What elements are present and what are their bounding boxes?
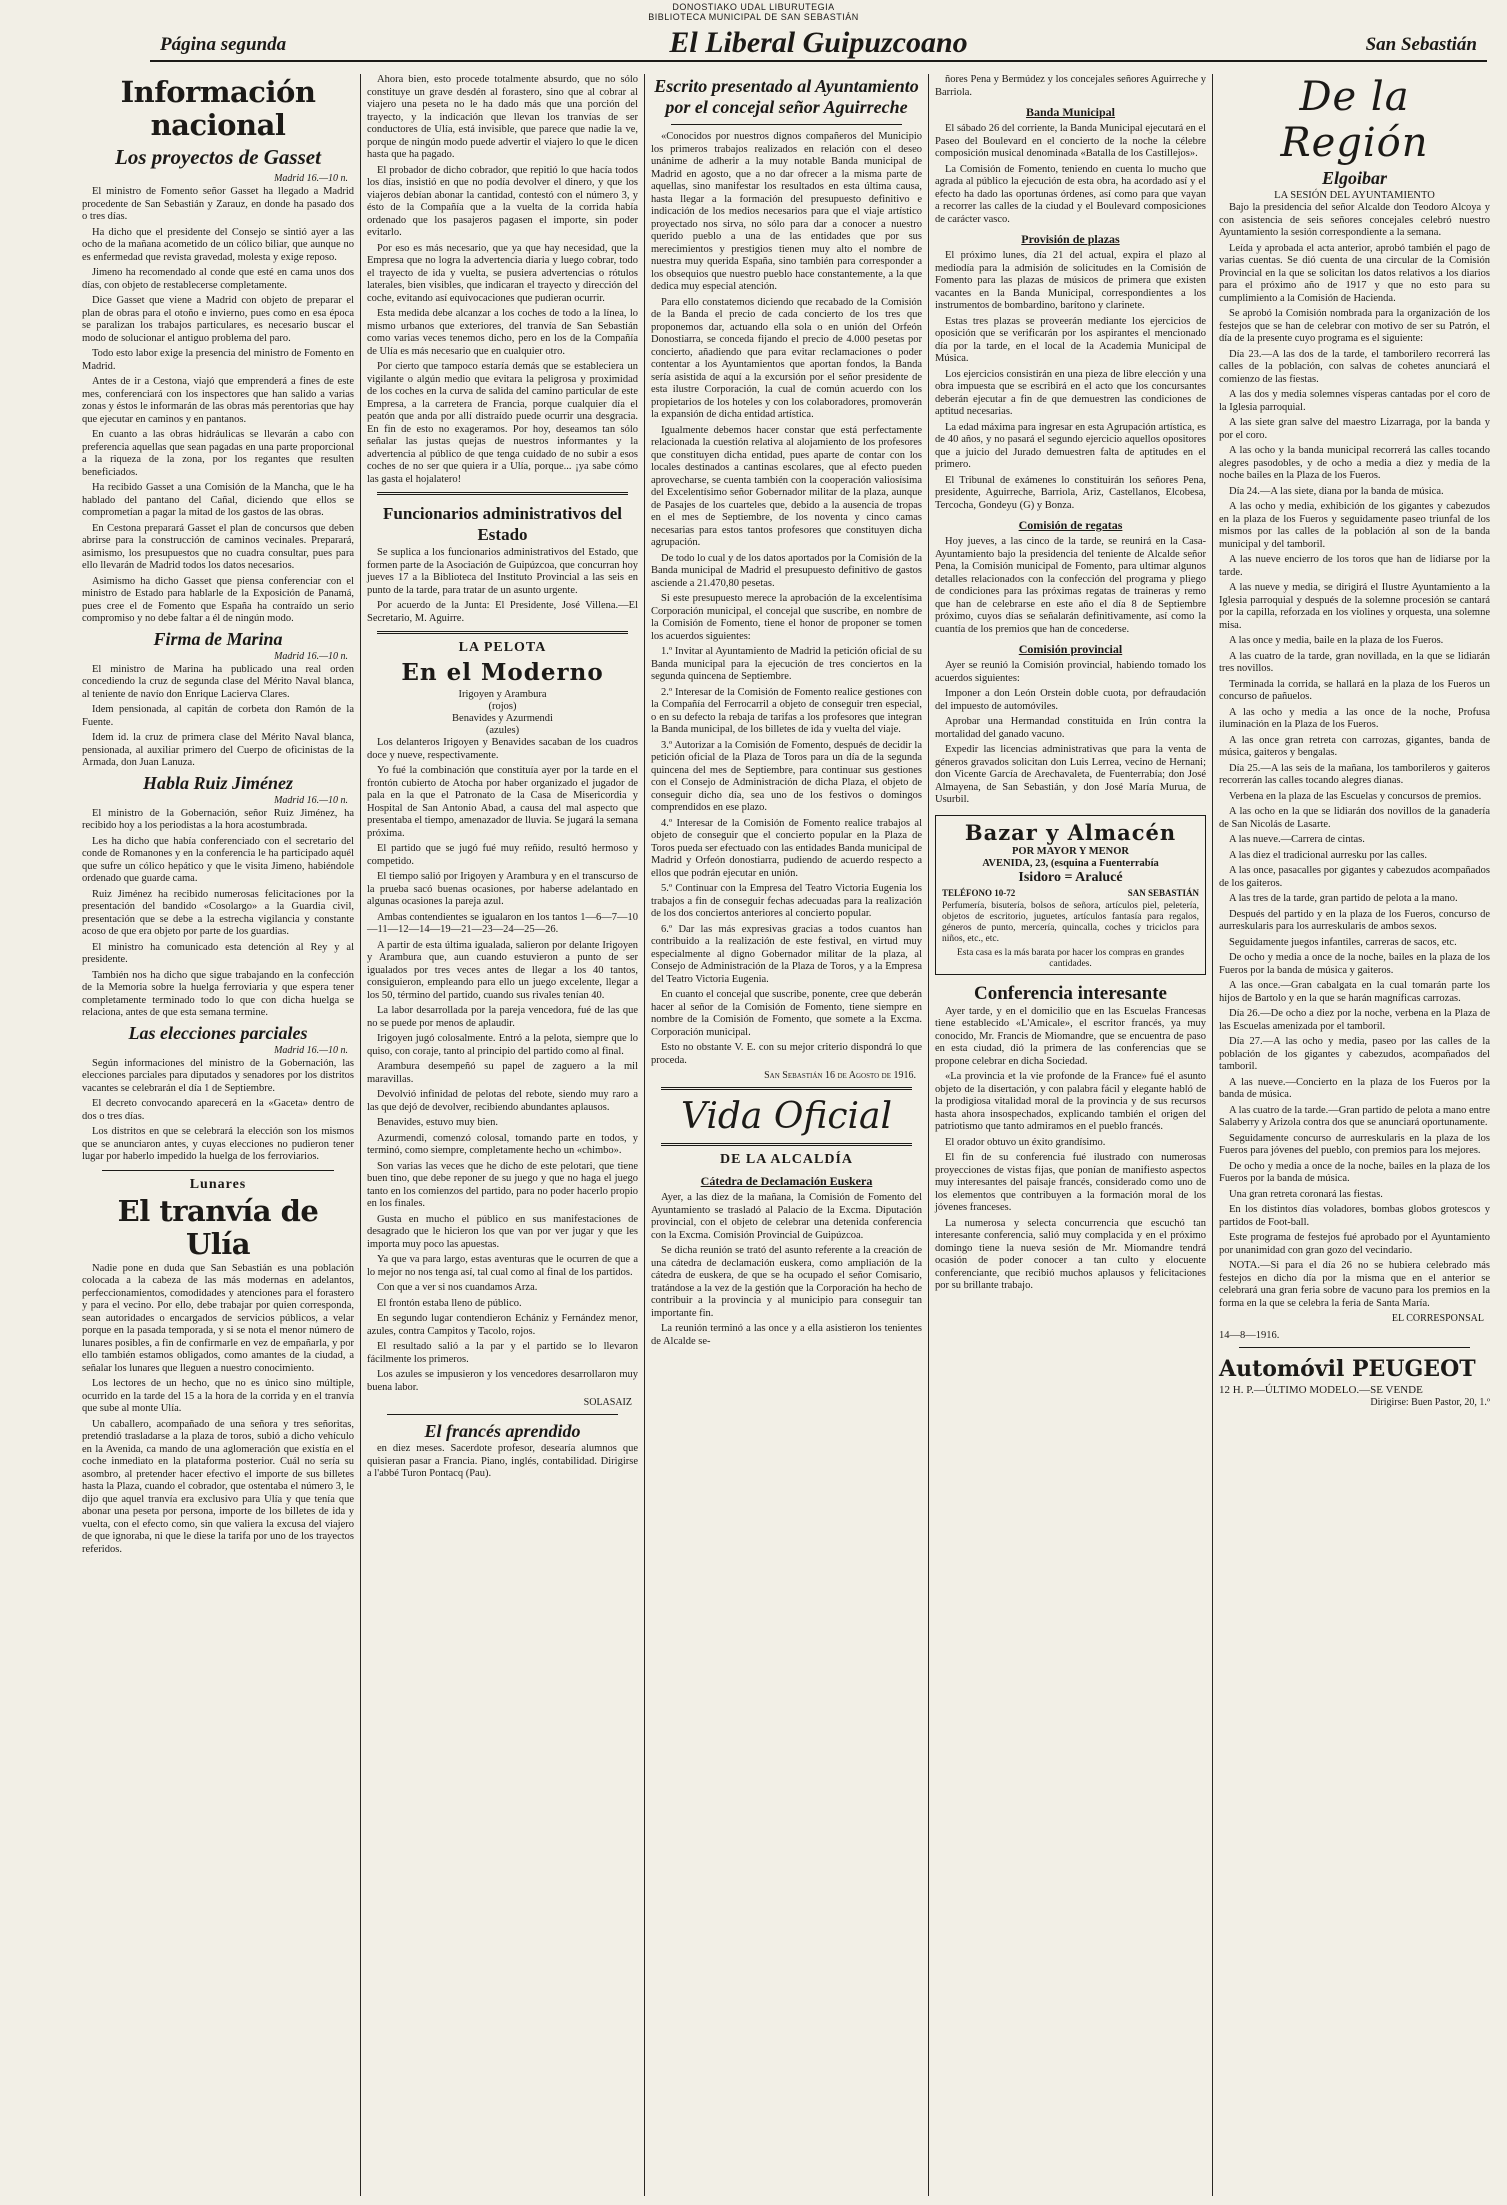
ad-title: Automóvil PEUGEOT [1219,1356,1476,1382]
paragraph: A las nueve y media, se dirigirá el Ilustre Ayuntamiento a la Iglesia parroquial y después de la solemne procesión se cantará por la capilla, reforzada en los violines y orquesta, una solemne misa. [1219,582,1490,631]
paragraph: En Cestona preparará Gasset el plan de concursos que deben abrirse para la construcción de caminos vecinales. Preparará, asimismo, los presupuestos que no cuadra consultar, pues para ello llevarán de Madrid todos los datos necesarios. [82,522,354,571]
article-body [82,1263,354,1557]
paragraph: 4.º Interesar de la Comisión de Fomento realice trabajos al objeto de conseguir que el concierto popular en la Plaza de Toros pueda ser efectuado con las entidades Banda municipal de Madrid y Orfeón donostiarra, pudiendo de acuerdo respecto a ellos que podrán ejecutar en unión. [651,817,922,879]
paragraph: Un caballero, acompañado de una señora y tres señoritas, pretendió trasladarse a la plaza de toros, subió a dicho vehículo en la Avenida, ca mando de una aglomeración que existía en el coche inmediato en la plataforma posterior. Cuál no sería su asombro, al pretender hacer efectivo el importe de sus billetes hasta la Plaza, cuando el cobrador, que ostentaba el número 3, le dijo que aquel tranvía era exclusivo para Ulía y que tenía que abonar una peseta por persona, importe de los billetes de ida y vuelta, con el efecto como, sin que valiera la excusa del viajero de que ignoraba, ni que le diese la tarifa por uno de los trayectos referidos. [82,1418,354,1555]
paragraph: en diez meses. Sacerdote profesor, desearía alumnos que quisieran pasar a Francia. Piano, inglés, contabilidad. Dirigirse a l'abbé Turon Pontacq (Pau). [367,1443,638,1479]
signature: SOLASAIZ [583,1397,632,1408]
paragraph: El ministro ha comunicado esta detención al Rey y al presidente. [82,941,354,965]
paragraph: Por acuerdo de la Junta: El Presidente, José Villena.—El Secretario, M. Aguirre. [367,600,638,624]
divider [377,631,628,634]
dateline: Madrid 16.—10 n. [274,1044,348,1056]
paragraph: A las siete gran salve del maestro Lizarraga, por la banda y por el coro. [1219,417,1490,441]
divider [661,1087,912,1090]
ad-address: AVENIDA, 23, (esquina a Fuenterrabía [982,857,1159,869]
section-label: LA PELOTA [458,640,547,655]
article-title: Cátedra de Declamación Euskera [700,1174,873,1188]
article-body [82,808,354,1020]
city-name: San Sebastián [1365,34,1477,55]
article-kicker: Lunares [189,1176,247,1192]
paragraph: Por eso es más necesario, que ya que hay necesidad, que la Empresa que no logra la advertencia diaria y luego cobrar, todo el trayecto de ida y vuelta, se pusiera advertencias o rótulos laterales, bien visibles, que indicaran el trayecto y dirección del coche, evitando así equivocaciones que pudieran ocurrir. [367,242,638,304]
article-body [935,74,1206,99]
paragraph: A las ocho y la banda municipal recorrerá las calles tocando alegres pasodobles, y de ocho a media a diez y media de la noche bailes en la Plaza de los Fueros. [1219,445,1490,481]
article-title: Provisión de plazas [1021,232,1120,246]
paragraph: El sábado 26 del corriente, la Banda Municipal ejecutará en el Paseo del Boulevard en el concierto de la noche la célebre composición musical denominada «Batalla de los Castillejos». [935,123,1206,159]
paragraph: Según informaciones del ministro de la Gobernación, las elecciones parciales para diputados y senadores por los distritos vacantes se celebrarán el día 1 de Septiembre. [82,1057,354,1094]
paragraph: Nadie pone en duda que San Sebastián es una población colocada a la cabeza de las más modernas en adelantos, perfeccionamientos, comodidades y atenciones para el forastero y para el vecino. Por ello, debe trabajar por quien corresponda, sean autoridades o encargados de servicios públicos, a velar porque en la pasada temporada, y si se nota el menor número de lunares posibles, a fin de confirmarle en vez de empañarla, y por ello también estamos obligados, como amantes de la ciudad, a señalar los lunares que lleguen a nuestro conocimiento. [82,1262,354,1374]
team-line: (azules) [485,725,520,736]
column-5 [1212,74,1496,2196]
paragraph: «La provincia et la vie profonde de la France» fué el asunto objeto de la disertación, y con palabra fácil y elegante habló de la prodigiosa vitalidad moral de la provincia y de sus recursos hasta ahora insospechados, explicando también el origen del patriotismo que tanto admiramos en el pueblo francés. [935,1071,1206,1132]
paragraph: Ambas contendientes se igualaron en los tantos 1—6—7—10—11—12—14—19—21—23—24—25—26. [367,911,638,935]
paragraph: Idem pensionada, al capitán de corbeta don Ramón de la Fuente. [82,704,354,728]
article-title: El francés aprendido [424,1421,581,1441]
paragraph: A las cuatro de la tarde, gran novillada, en la que se lidiarán tres novillos. [1219,650,1490,674]
ad-city: SAN SEBASTIÁN [1127,887,1199,898]
paragraph: El ministro de Marina ha publicado una real orden concediendo la cruz de segunda clase del Mérito Naval blanca, al teniente de navío don Enrique Lacierva Clares. [82,663,354,700]
paragraph: Benavides, estuvo muy bien. [377,1117,499,1128]
paragraph: De ocho y media a once de la noche, bailes en la plaza de los Fueros por la banda de música y gaiteros. [1219,952,1490,976]
paragraph: Terminada la corrida, se hallará en la plaza de los Fueros un concurso de pañuelos. [1219,678,1490,702]
paragraph: Dice Gasset que viene a Madrid con objeto de preparar el plan de obras para el otoño e invierno, pues como en esa época se paralizan los trabajos particulares, es necesario buscar el modo de solucionar el antiguo problema del paro. [82,295,354,344]
paragraph: La reunión terminó a las once y a ella asistieron los tenientes de Alcalde se- [651,1323,922,1347]
team-lines [367,689,638,736]
paragraph: 1.º Invitar al Ayuntamiento de Madrid la petición oficial de su Banda municipal para la ejecución de tres conciertos en la segunda quincena de Septiembre. [651,646,922,682]
article-body [367,1443,638,1481]
paragraph: El ministro de Fomento señor Gasset ha llegado a Madrid procedente de San Sebastián y Zarauz, en donde ha pasado dos o tres días. [82,186,354,222]
article-body [935,1006,1206,1293]
paragraph: El fin de su conferencia fué ilustrado con numerosas proyecciones de vistas fijas, que ponían de manifiesto aspectos muy interesantes del paisaje francés, considerado como uno de los elementos que contribuyen a la formación moral de los jóvenes franceses. [935,1152,1206,1213]
column-1 [76,74,360,2196]
paragraph: A las ocho y media a las once de la noche, Profusa iluminación en la Plaza de los Fueros. [1219,706,1490,730]
dateline: Madrid 16.—10 n. [274,794,348,806]
section-title: Vida Oficial [680,1096,892,1137]
article-body [651,131,922,1067]
section-title: Información nacional [120,75,316,142]
paragraph: Ha dicho que el presidente del Consejo se sintió ayer a las ocho de la mañana acometido de un cólico biliar, que aunque no es enfermedad que revista gravedad, molesta y exige reposo. [82,226,354,263]
paragraph: Idem id. la cruz de primera clase del Mérito Naval blanca, pensionada, al auxiliar primero del Cuerpo de oficinistas de la Armada, don Juan Lanuza. [82,732,354,768]
article-title: En el Moderno [401,659,604,686]
article-body [935,250,1206,512]
paragraph: Día 23.—A las dos de la tarde, el tamborilero recorrerá las calles de la población, con salvas de cohetes anunciará el comienzo de las fiestas. [1219,348,1490,385]
paragraph: Aprobar una Hermandad constituida en Irún contra la mortalidad del ganado vacuno. [935,716,1206,740]
paragraph: La edad máxima para ingresar en esta Agrupación artística, es de 40 años, y no pasará el segundo ejercicio aquellos opositores que a juicio del Jurado demuestren falta de aptitudes en el primero. [935,421,1206,470]
divider [1239,1347,1470,1348]
article-title: Funcionarios administrativos del Estado [383,504,622,544]
paragraph: Asimismo ha dicho Gasset que piensa conferenciar con el ministro de Estado para hablarle de la Exposición de Panamá, pues cree el de Fomento que España ha contraído un serio compromiso y no debe faltar a él de ningún modo. [82,575,354,624]
divider [671,124,902,125]
article-title: Comisión de regatas [1018,518,1123,532]
signature: San Sebastián 16 de Agosto de 1916. [764,1070,916,1081]
festival-program [1219,349,1490,1311]
divider [377,492,628,495]
article-title: Firma de Marina [153,628,283,649]
team-line: (rojos) [488,701,517,712]
paragraph: Ayer, a las diez de la mañana, la Comisión de Fomento del Ayuntamiento se trasladó al Palacio de la Excma. Diputación provincial, con el objeto de celebrar una detenida conferencia con la Excma. Comisión Provincial de Guipúzcoa. [651,1192,922,1241]
ad-note: Esta casa es la más barata por hacer los compras en grandes cantidades. [956,947,1185,969]
paragraph: 6.º Dar las más expresivas gracias a todos cuantos han contribuido a la realización de este festival, en virtud muy especialmente al digno Gobernador militar de la plaza, al Consejo de Administración de la Plaza de Toros, y a la Empresa del Teatro Victoria Eugenia. [651,923,922,985]
paragraph: El partido que se jugó fué muy reñido, resultó hermoso y competido. [367,843,638,867]
paragraph: La numerosa y selecta concurrencia que escuchó tan interesante conferencia, salió muy complacida y en el próximo domingo tiene la nueva sesión de Mr. Miomandre tendrá ocasión de poder conocer a tan culto y elocuente conferenciante, que recibió muchos aplausos y felicitaciones por su brillante trabajo. [935,1217,1206,1291]
paragraph: En cuanto el concejal que suscribe, ponente, cree que deberán hacer al señor de la Comisión de Fomento, tiene siempre en nombre de la Comisión de Fomento, que somete a la Excma. Corporación municipal. [651,989,922,1038]
column-3 [644,74,928,2196]
paragraph: También nos ha dicho que sigue trabajando en la confección de la Memoria sobre la huelga ferroviaria y que espera tener completamente terminado todo lo que con dicha huelga se relaciona, antes de que esta semana termine. [82,969,354,1018]
paragraph: Jimeno ha recomendado al conde que esté en cama unos dos días, con objeto de restablecerse completamente. [82,267,354,291]
article-body [651,1192,922,1348]
paragraph: El tiempo salió por Irigoyen y Arambura y en el transcurso de la prueba sacó buenas ocasiones, por haberse adelantado en algunas ocasiones la pareja azul. [367,871,638,907]
article-body [1219,202,1490,346]
article-title: Elgoibar [1321,168,1387,188]
article-title: Comisión provincial [1018,642,1123,656]
page-number: Página segunda [160,34,287,55]
paragraph: Gusta en mucho el público en sus manifestaciones de desagrado que le hicieron los que van por ver jugar y que les importa muy poco las apuestas. [367,1213,638,1250]
article-title: Banda Municipal [1025,105,1116,119]
paragraph: A las nueve encierro de los toros que han de lidiarse por la tarde. [1219,554,1490,578]
paragraph: Los lectores de un hecho, que no es único sino múltiple, ocurrido en la tarde del 15 a la hora de la corrida y en el tranvía que sube al monte Ulía. [82,1378,354,1414]
ad-phone: TELÉFONO 10-72 [942,887,1016,898]
article-body [82,664,354,770]
paragraph: El probador de dicho cobrador, que repitió lo que hacía todos los días, insistió en que no podía devolver el dinero, y que los viajeros debían abonar la cantidad, contestó con el número 3, y ésto de la Compañía que a la vuelta de la corrida había ordenado que los pasajeros pagasen el importe, sin poder evitarlo. [367,164,638,238]
article-body [82,1058,354,1164]
paragraph: Irigoyen jugó colosalmente. Entró a la pelota, siempre que lo quiso, con coraje, tanto al principio del partido como al final. [367,1033,638,1057]
paragraph: Ayer se reunió la Comisión provincial, habiendo tomado los acuerdos siguientes: [935,660,1206,684]
dateline: Madrid 16.—10 n. [274,650,348,662]
paragraph: El próximo lunes, día 21 del actual, expira el plazo al mediodía para la admisión de solicitudes en la Comisión de Fomento para las plazas de músicos de primera que existen vacantes en la Banda Municipal, correspondientes a los instrumentos de bombardino, barítono y clarinete. [935,250,1206,311]
library-stamp [0,2,1507,22]
article-body [935,660,1206,807]
paragraph: Bajo la presidencia del señor Alcalde don Teodoro Alcoya y con asistencia de seis señores concejales celebró nuestro Ayuntamiento la sesión correspondiente a la semana. [1219,202,1490,238]
paragraph: A las nueve.—Carrera de cintas. [1229,834,1365,845]
paragraph: A las tres de la tarde, gran partido de pelota a la mano. [1229,893,1458,904]
paragraph: Imponer a don León Orstein doble cuota, por defraudación del impuesto de automóviles. [935,688,1206,712]
advertisement [935,815,1206,975]
paragraph: Una gran retreta coronará las fiestas. [1229,1188,1383,1200]
paragraph: En los distintos días voladores, bombas globos grotescos y partidos de Foot-ball. [1219,1204,1490,1228]
paragraph: Antes de ir a Cestona, viajó que emprenderá a fines de este mes, conferenciará con los inspectores que han salido a varias zonas y éstos le informarán de las obras más perentorias que hay que ejecutar en caminos y en pantanos. [82,376,354,425]
paragraph: Seguidamente concurso de aurreskularis en la plaza de los Fueros para jóvenes del pueblo, con premios para los mejores. [1219,1132,1490,1156]
paragraph: A las ocho y media, exhibición de los gigantes y cabezudos en la plaza de los Fueros y seguidamente paseo triunfal de los mismos por las calles de la población al son de la banda municipal y del tamboril. [1219,501,1490,550]
article-body [935,536,1206,636]
divider [387,1414,618,1415]
paragraph: Los ejercicios consistirán en una pieza de libre elección y una obra impuesta que se escribirá en el acto que los concursantes deberán ejecutar a fin de que demuestren las condiciones de aptitud necesarias. [935,368,1206,417]
ad-line: 12 H. P.—ÚLTIMO MODELO.—SE VENDE [1219,1384,1423,1396]
paragraph: Se aprobó la Comisión nombrada para la organización de los festejos que se han de celebrar con motivo de ser su Patrón, el día de la presente cuyo programa es el siguiente: [1219,308,1490,344]
masthead: El Liberal Guipuzcoano [669,26,968,59]
article-subtitle: LA SESIÓN DEL AYUNTAMIENTO [1274,190,1435,201]
paragraph: A las once, pasacalles por gigantes y cabezudos acompañados de los gaiteros. [1219,865,1490,889]
paragraph: ñores Pena y Bermúdez y los concejales señores Aguirreche y Barriola. [935,74,1206,98]
signature: EL CORRESPONSAL [1391,1313,1484,1324]
ad-text: Perfumería, bisutería, bolsos de señora, artículos piel, peletería, objetos de escritorio, juguetes, artículos fantasía para regalos, géneros de punto, mercería, quincalla, coches y triciclos para niños, etc., etc. [942,900,1199,944]
paragraph: Ruiz Jiménez ha recibido numerosas felicitaciones por la presentación del bandido «Cosolargo» a la Guardia civil, presentación que se debe a la estrecha vigilancia y constante acoso de que era objeto por parte de los guardias. [82,888,354,937]
page-header [150,26,1487,62]
paragraph: El Tribunal de exámenes lo constituirán los señores Pena, presidente, Aguirreche, Barriola, Ariz, Castellanos, Elcobesa, Tercocha, Gondeyu (G) y Bonza. [935,474,1206,511]
paragraph: Ahora bien, esto procede totalmente absurdo, que no sólo constituye un grave desdén al forastero, sino que al cobrar al viajero una peseta no le ha dado más que una porción del trayecto, y la indicación que llevan los tranvías de ser conductores de Ulía, está invisible, que parece que nadie la ve, porque de ningún modo puede advertir el viajero lo que le dicen hasta que ha pagado. [367,74,638,160]
paragraph: De todo lo cual y de los datos aportados por la Comisión de la Banda municipal de Madrid el presupuesto definitivo de gastos asciende a 21.470,80 pesetas. [651,552,922,589]
paragraph: Ya que va para largo, estas aventuras que le ocurren de que a lo mejor no nos tenga así, tal cual como al final de los partidos. [367,1254,638,1278]
paragraph: Esto no obstante V. E. con su mejor criterio dispondrá lo que proceda. [651,1042,922,1066]
article-title: Los proyectos de Gasset [115,145,321,169]
paragraph: Son varias las veces que he dicho de este pelotari, que tiene buen tino, que debe reponer de su juego y que no haga el juego tanto en los comienzos del partido, para no poder hacerlo propio en los finales. [367,1160,638,1209]
paragraph: Día 25.—A las seis de la mañana, los tamborileros y gaiteros recorrerán las calles tocando alegres dianas. [1219,762,1490,786]
paragraph: A las dos y media solemnes vísperas cantadas por el coro de la Iglesia parroquial. [1219,389,1490,413]
article-body [367,74,638,486]
paragraph: Yo fué la combinación que constituía ayer por la tarde en el frontón cubierto de Atocha por haber organizado el jugador de pala en la que el Patronato de la Casa de Misericordia y Hospital de San Antonio Abad, a causa del mal aspecto que presentaba el tiempo, amenazador de lluvia. Se jugará la semana próxima. [367,765,638,839]
paragraph: A las once y media, baile en la plaza de los Fueros. [1229,635,1444,646]
paragraph: El orador obtuvo un éxito grandísimo. [945,1136,1106,1148]
paragraph: Verbena en la plaza de las Escuelas y concursos de premios. [1229,790,1482,802]
paragraph: A partir de esta última igualada, salieron por delante Irigoyen y Arambura que, aun cuando estuvieron a punto de ser igualados por tres veces antes de llegar a los 40 tantos, consiguieron, empleando para ello un juego excelente, llegar a los 50, término del partido, cuando sus rivales tenían 40. [367,939,638,1001]
article-title: Escrito presentado al Ayuntamiento por el concejal señor Aguirreche [654,76,919,117]
paragraph: Por cierto que tampoco estaría demás que se estableciera un vigilante o algún medio que evitara la peligrosa y proximidad de los coches en la curva de salida del camino particular de este Empresa, a la carretera de Francia, porque cualquier día el peatón que anda por allí distraído puede ocurrir una desgracia. En fin de esto no exageramos. Por hoy, deseamos tan sólo señalar las justas quejas de nuestros informantes y la advertencia al público de que tenga cuidado de no subir a esos coches de no ser que quiera ir a Ulía, porque... ¡ya sabe cómo las gasta el hojalatero! [367,361,638,485]
paragraph: NOTA.—Si para el día 26 no se hubiera celebrado más festejos en dicho día por la misma que en el anterior se celebrará una gran feria sobre de vacuno para los premios en la forma en la que se celebra la feria de Santa María. [1219,1260,1490,1309]
paragraph: La Comisión de Fomento, teniendo en cuenta lo mucho que agrada al público la ejecución de esta obra, ha acordado así y el efecto ha dado las oportunas órdenes, así como para que vayan a recorrer las calles de la ciudad y el Boulevard composiciones de carácter vasco. [935,163,1206,225]
paragraph: El decreto convocando aparecerá en la «Gaceta» dentro de dos o tres días. [82,1098,354,1122]
paragraph: Este programa de festejos fué aprobado por el Ayuntamiento por unanimidad con gran gozo del vecindario. [1219,1232,1490,1256]
paragraph: Seguidamente juegos infantiles, carreras de sacos, etc. [1229,936,1457,948]
article-title: El tranvía de Ulía [117,1193,319,1261]
paragraph: El resultado salió a la par y el partido se lo llevaron fácilmente los primeros. [367,1341,638,1365]
paragraph: Con que a ver si nos cuandamos Arza. [377,1282,538,1293]
paragraph: «Conocidos por nuestros dignos compañeros del Municipio los primeros trabajos realizados en relación con el deseo unánime de adherir a la muy notable Banda municipal de Madrid en agosto, que a no dar ofrecer a la misma parte de aquellas, sino manifestar los resultados en esta última causa, hasta llegar a la formación del presupuesto definitivo e indicación de los medios necesarios para que el viaje artístico proyectado nos sirva, no sólo para dar a conocer a nuestro querido pueblo a una de las entidades que por sus merecimientos y prestigios tienen muy alto el nombre de nuestra muy querida España, sino también para corresponder a los obsequios que nuestro pueblo hace constantemente, a la que dedica muy especial atención. [651,131,922,292]
ad-name: Isidoro = Aralucé [1018,869,1123,885]
paragraph: Leída y aprobada el acta anterior, aprobó también el pago de varias cuentas. Se dió cuenta de una circular de la Comisión Provincial en la que se solicitan los datos relativos a los diarios para el próximo año de 1917 y que no esto para su cumplimiento a la Comisión de Hacienda. [1219,242,1490,304]
paragraph: Esta medida debe alcanzar a los coches de todo a la línea, lo mismo urbanos que exteriores, del tranvía de San Sebastián como varias veces tenemos dicho, pero en los de la Compañía de Ulía es más necesario que en cualquier otro. [367,308,638,357]
paragraph: La labor desarrollada por la pareja vencedora, fué de las que no se puede por menos de aplaudir. [367,1005,638,1029]
paragraph: En cuanto a las obras hidráulicas se llevarán a cabo con preferencia aquellas que sean pagadas en una parte proporcional a la riqueza de la zona, por los regantes que resulten beneficiados. [82,429,354,478]
article-body [367,547,638,625]
paragraph: A las ocho en la que se lidiarán dos novillos de la ganadería de San Nicolás de Lasarte. [1219,806,1490,830]
article-title: Habla Ruiz Jiménez [142,772,294,793]
paragraph: 2.º Interesar de la Comisión de Fomento realice gestiones con la Compañía del Ferrocarril a objeto de conseguir tren especial, o en su defecto la rebaja de tarifas a los profesores que integran la Banda municipal, de los billetes de ida y vuelta del viaje. [651,686,922,735]
section-title: De la Región [1280,74,1429,166]
column-4 [928,74,1212,2196]
dateline: Madrid 16.—10 n. [274,173,348,184]
paragraph: Los azules se impusieron y los vencedores desarrollaron muy buena labor. [367,1369,638,1393]
paragraph: El ministro de la Gobernación, señor Ruiz Jiménez, ha recibido hoy a los periodistas a la hora acostumbrada. [82,807,354,831]
article-date: 14—8—1916. [1219,1330,1280,1341]
paragraph: Les ha dicho que había conferenciado con el secretario del conde de Romanones y en la conferencia le ha participado aquél que sufre un cólico hepático y que le visita Jimeno, habiéndole ordenado que guarde cama. [82,835,354,884]
ad-title: Bazar y Almacén [964,819,1177,845]
paragraph: Ha recibido Gasset a una Comisión de la Mancha, que le ha hablado del pantano del Cañal, diciendo que ellos se comprometían a pagar la mitad de los gastos de las obras. [82,482,354,518]
paragraph: Ayer tarde, y en el domicilio que en las Escuelas Francesas tiene establecido «L'Amicale», el escritor francés, ya muy conocido, Mr. Francis de Miomandre, que se encuentra de paso en esta ciudad, dió la primera de las conferencias que se propone celebrar en dicha Sociedad. [935,1005,1206,1067]
paragraph: A las once gran retreta con carrozas, gigantes, banda de música, gaiteros y bengalas. [1219,734,1490,758]
paragraph: Hoy jueves, a las cinco de la tarde, se reunirá en la Casa-Ayuntamiento bajo la presidencia del teniente de Alcalde señor Pena, la Comisión municipal de Fomento, para ultimar algunos detalles relacionados con la confección del programa y pliego de condiciones para las próximas regatas de traineras y remo que han de celebrarse en este año el día 8 de Septiembre próximo, cuyos días se señalarán definitivamente, así como la cuantía de los premios que han de concederse. [935,536,1206,635]
paragraph: Se dicha reunión se trató del asunto referente a la creación de una cátedra de declamación euskera, como ampliación de la cátedra de euskera, de que se ha ocupado el señor Comisario, tratándose a la vez de la gestión que la Corporación ha hecho de contribuir a la provincia y al municipio para conseguir tan importante fin. [651,1245,922,1319]
paragraph: Los distritos en que se celebrará la elección son los mismos que se anunciaron antes, y cuyas elecciones no pudieron tener lugar por haberlo impedido la huelga de los ferroviarios. [82,1126,354,1162]
library-stamp-line: DONOSTIAKO UDAL LIBURUTEGIA [672,2,835,12]
paragraph: A las cuatro de la tarde.—Gran partido de pelota a mano entre Salaberry y Arizola contra dos que se anunciará oportunamente. [1219,1104,1490,1128]
ad-subtitle: POR MAYOR Y MENOR [1012,845,1129,857]
paragraph: Día 26.—De ocho a diez por la noche, verbena en la Plaza de las Escuelas amenizada por el tamboril. [1219,1008,1490,1032]
paragraph: Se suplica a los funcionarios administrativos del Estado, que formen parte de la Asociación de Guipúzcoa, que concurran hoy jueves 17 a la Biblioteca del Instituto Provincial a las seis en punto de la tarde, para tratar de un asunto urgente. [367,547,638,596]
paragraph: De ocho y media a once de la noche, bailes en la plaza de los Fueros por la banda de música. [1219,1160,1490,1184]
divider [102,1170,334,1171]
article-title: Las elecciones parciales [128,1022,308,1043]
article-body [367,737,638,1394]
paragraph: Expedir las licencias administrativas que para la venta de géneros gravados solicitan don Luis Lerrea, vecino de Hernani; don Vicente García de Arechavaleta, de Fuenterrabía; don José Almayena, de San Sebastián, y don José María Murua, de Usurbil. [935,744,1206,805]
paragraph: Azurmendi, comenzó colosal, tomando parte en todos, y terminó, como siempre, completamente hecho un «chimbo». [367,1132,638,1156]
paragraph: A las diez el tradicional aurresku por las calles. [1229,849,1427,861]
paragraph: Todo esto labor exige la presencia del ministro de Fomento en Madrid. [82,348,354,372]
library-stamp-line: BIBLIOTECA MUNICIPAL DE SAN SEBASTIÁN [648,12,859,22]
paragraph: Arambura desempeñó su papel de zaguero a la mil maravillas. [367,1061,638,1085]
ad-contact-row [942,888,1199,898]
paragraph: Devolvió infinidad de pelotas del rebote, siendo muy raro a las que dejó de devolver, recibiendo abundantes aplausos. [367,1089,638,1113]
paragraph: 5.º Continuar con la Empresa del Teatro Victoria Eugenia los trabajos a fin de conseguir fechas adecuadas para la realización de los dos conciertos anteriores al concierto popular. [651,883,922,919]
team-line: Benavides y Azurmendi [452,713,553,724]
paragraph: A las nueve.—Concierto en la plaza de los Fueros por la banda de música. [1219,1076,1490,1100]
article-title: Conferencia interesante [974,982,1167,1004]
paragraph: El frontón estaba lleno de público. [377,1297,522,1309]
paragraph: Después del partido y en la plaza de los Fueros, concurso de aurreskularis para los aurreskularis de ambos sexos. [1219,908,1490,932]
paragraph: Estas tres plazas se proveerán mediante los ejercicios de oposición que se verificarán por los aspirantes el mencionado día por la tarde, en el local de la Academia Municipal de Música. [935,315,1206,364]
article-body [82,186,354,626]
paragraph: Igualmente debemos hacer constar que está perfectamente relacionada la cuestión relativa al alojamiento de los profesores que constituyen dicha entidad, pues aparte de contar con los locales destinados a cantinas escolares, que al efecto pueden aprovecharse, se cuenta también con la cooperación valiosísima del Excelentísimo señor Gobernador militar de la plaza, aunque de Pasajes de los cuarteles que, debido a la ausencia de tropas en el mes de Septiembre, de los noventa y cinco camas necesarias para estos tantos profesores que constituyen dicha agrupación. [651,424,922,548]
columns [76,74,1496,2196]
paragraph: 3.º Autorizar a la Comisión de Fomento, después de decidir la petición oficial de la Plaza de Toros para un día de la segunda quincena del mes de Septiembre, para continuar sus gestiones con el Consejo de Administración de dicha Plaza, el objeto de conseguir dicho día, sea uno de los festivos o domingos comprendidos en ese plazo. [651,739,922,813]
section-label: DE LA ALCALDÍA [719,1152,854,1167]
paragraph: Día 27.—A las ocho y media, paseo por las calles de la población de los gigantes y cabezudos, acompañados del tamboril. [1219,1036,1490,1072]
article-body [935,123,1206,226]
paragraph: A las once.—Gran cabalgata en la cual tomarán parte los hijos de Bartolo y en la que se harán magníficas carrozas. [1219,980,1490,1004]
ad-address: Dirigirse: Buen Pastor, 20, 1.º [1370,1397,1490,1408]
paragraph: Día 24.—A las siete, diana por la banda de música. [1229,485,1444,497]
paragraph: Los delanteros Irigoyen y Benavides sacaban de los cuadros doce y nueve, respectivamente. [367,737,638,761]
column-2 [360,74,644,2196]
divider [661,1143,912,1146]
paragraph: En segundo lugar contendieron Echániz y Fernández menor, azules, contra Campitos y Tacolo, rojos. [367,1313,638,1337]
team-line: Irigoyen y Arambura [458,689,547,700]
paragraph: Si este presupuesto merece la aprobación de la excelentísima Corporación municipal, el concejal que suscribe, en nombre de la Comisión de Fomento, tiene el honor de proponer se tomen los acuerdos siguientes: [651,593,922,642]
paragraph: Para ello constatemos diciendo que recabado de la Comisión de la Banda el precio de cada concierto de los tres que proponemos dar, actuando ella sola o en unión del Orfeón Donostiarra, se conceda fijando el precio de 4.000 pesetas por concierto, añadiendo que para evitar reclamaciones o poder contentar a los Ayuntamientos que aportan fondos, la Banda sería asistida de aquí a la excursión por el señor presidente de esta ilustre Corporación, la cual de común acuerdo con los propietarios de los hoteles y con los colaboradores, promoverán la expansión de dicha entidad artística. [651,296,922,420]
